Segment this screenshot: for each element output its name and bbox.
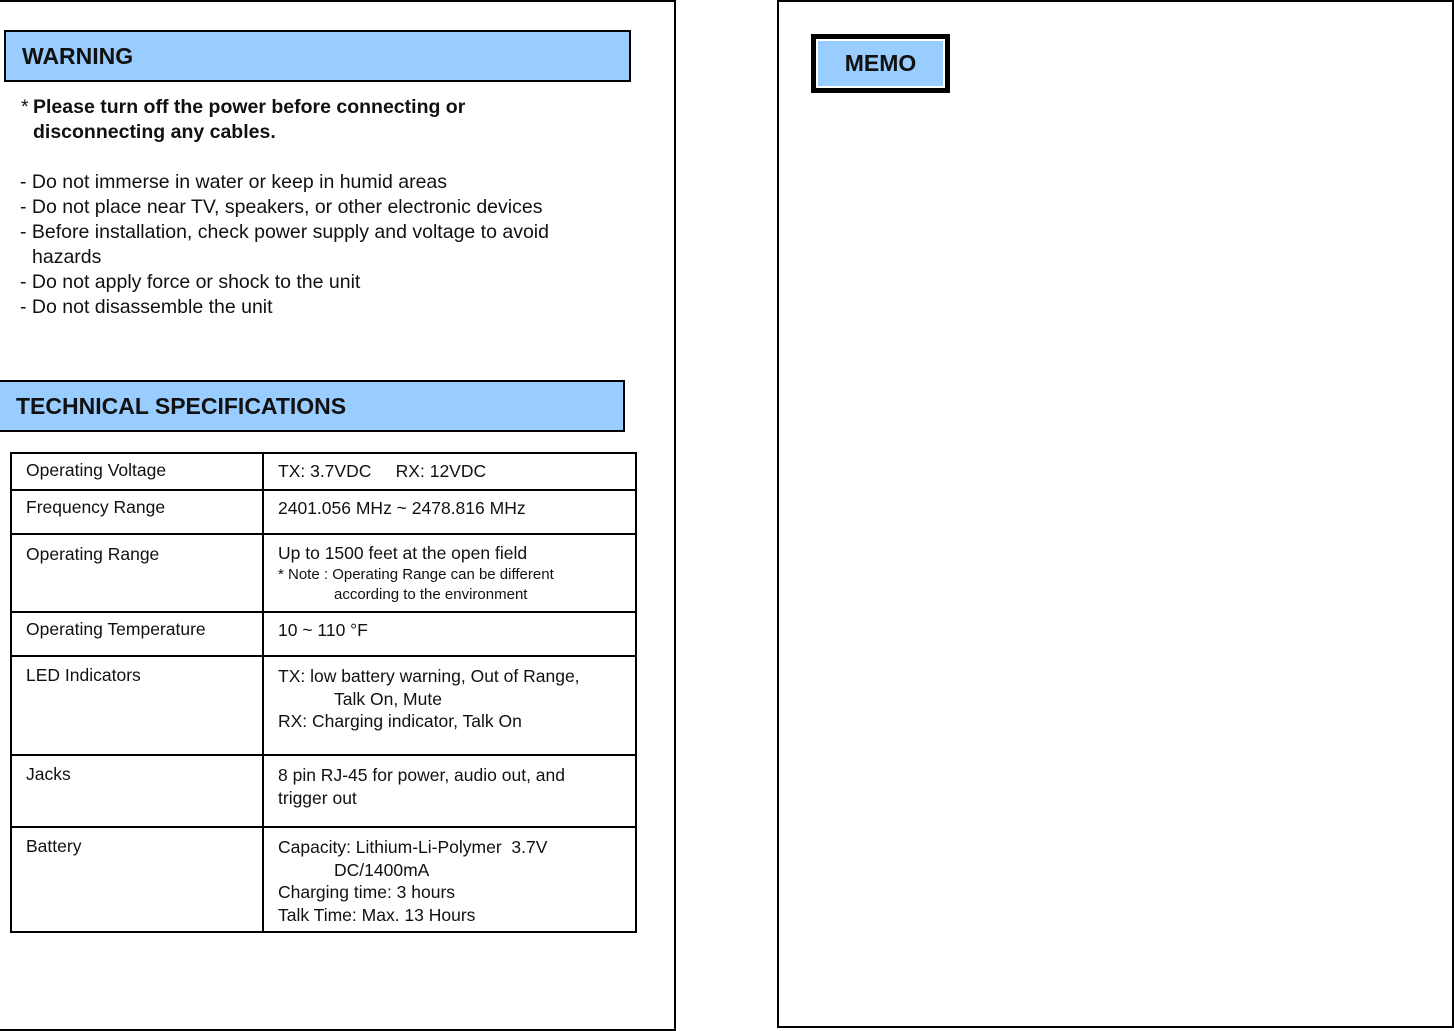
spec-row-frequency [11, 490, 636, 534]
spec-value: Charging time: 3 hours [278, 882, 456, 902]
spec-value: TX: low battery warning, Out of Range, [278, 666, 580, 686]
spec-row-temperature [11, 612, 636, 656]
spec-value: 2401.056 MHz ~ 2478.816 MHz [263, 490, 636, 534]
spec-key: Frequency Range [11, 490, 263, 534]
spec-value-cell [263, 656, 636, 755]
warning-item: - Do not immerse in water or keep in humid areas [20, 171, 448, 193]
spec-key: Operating Voltage [11, 453, 263, 490]
spec-key: LED Indicators [11, 656, 263, 755]
specs-heading: TECHNICAL SPECIFICATIONS [0, 380, 625, 432]
asterisk: * [21, 96, 29, 118]
spec-key: Operating Temperature [11, 612, 263, 656]
spec-row-voltage [11, 453, 636, 490]
spec-value: 10 ~ 110 °F [263, 612, 636, 656]
spec-value: RX: Charging indicator, Talk On [278, 711, 522, 731]
warning-heading: WARNING [4, 30, 631, 82]
spec-note: * Note : Operating Range can be different [278, 565, 554, 583]
memo-label: MEMO [816, 39, 945, 88]
memo-badge [811, 34, 950, 93]
spec-value: trigger out [278, 787, 357, 808]
spec-value-cell [263, 534, 636, 612]
warning-item: - Before installation, check power supply and voltage to avoid hazards [20, 221, 549, 268]
spec-value-cell [263, 827, 636, 932]
spec-key: Battery [11, 827, 263, 932]
spec-row-led [11, 656, 636, 755]
spec-row-battery [11, 827, 636, 932]
warning-list [20, 170, 620, 320]
spec-value: Capacity: Lithium-Li-Polymer 3.7V [278, 837, 548, 857]
left-page [0, 0, 676, 1031]
spec-value-cell [263, 755, 636, 827]
spec-row-range [11, 534, 636, 612]
spec-key: Operating Range [11, 534, 263, 612]
warning-item: - Do not place near TV, speakers, or other electronic devices [20, 196, 543, 218]
spec-table [10, 452, 637, 933]
power-warning [21, 95, 553, 145]
right-page [777, 0, 1454, 1028]
spec-value: TX: 3.7VDC RX: 12VDC [263, 453, 636, 490]
spec-value: Talk Time: Max. 13 Hours [278, 904, 476, 925]
spec-row-jacks [11, 755, 636, 827]
power-warning-line-1: Please turn off the power before connecting or [33, 96, 466, 118]
spec-value: Up to 1500 feet at the open field [278, 543, 528, 563]
spec-value: DC/1400mA [334, 859, 430, 880]
spec-key: Jacks [11, 755, 263, 827]
spec-note: according to the environment [334, 585, 528, 603]
spec-value: Talk On, Mute [334, 688, 442, 709]
warning-item: - Do not apply force or shock to the unit [20, 271, 361, 293]
power-warning-line-2: disconnecting any cables. [33, 121, 276, 143]
warning-item: - Do not disassemble the unit [20, 296, 273, 318]
spec-value: 8 pin RJ-45 for power, audio out, and [278, 765, 565, 785]
